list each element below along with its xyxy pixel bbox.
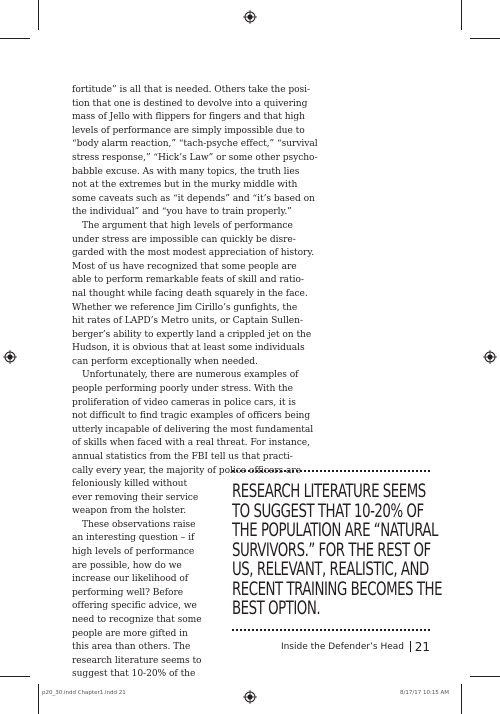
pull-quote-line: US, RELEVANT, REALISTIC, AND (232, 558, 429, 580)
body-line: weapon from the holster. (72, 506, 187, 517)
body-line: mass of Jello with flippers for fingers and that high (72, 112, 305, 123)
registration-mark-icon (483, 350, 497, 364)
narrow-text-column (72, 478, 224, 682)
crop-mark-bottom-left-h (0, 676, 30, 677)
body-line: garded with the most modest appreciation of history. (72, 248, 315, 259)
body-line: Most of us have recognized that some people are (72, 261, 297, 272)
body-line: are possible, how do we (72, 560, 182, 571)
pull-quote-line: RESEARCH LITERATURE SEEMS (232, 480, 426, 502)
body-line: of skills when faced with a real threat. For instance, (72, 438, 310, 449)
pull-quote-bottom-rule (232, 629, 430, 631)
body-line: under stress are impossible can quickly be disre- (72, 234, 296, 245)
body-line: ever removing their service (72, 492, 199, 503)
body-line: proliferation of video cameras in police cars, it is (72, 397, 296, 408)
body-line: need to recognize that some (72, 614, 202, 625)
crop-mark-bottom-left-v (38, 684, 39, 714)
body-text-column (72, 84, 328, 478)
registration-mark-icon (243, 690, 257, 704)
pull-quote-text (232, 480, 443, 619)
crop-mark-bottom-right-v (461, 684, 462, 714)
body-line: levels of performance are simply impossible due to (72, 125, 305, 136)
pull-quote-line: TO SUGGEST THAT 10-20% OF (232, 499, 424, 522)
crop-mark-top-left-h (0, 38, 30, 39)
body-line: Unfortunately, there are numerous examples of (82, 370, 299, 381)
body-line: suggest that 10-20% of the (72, 669, 196, 680)
footer-separator (410, 641, 411, 652)
body-line: research literature seems to (72, 655, 202, 666)
body-line: performing well? Before (72, 587, 184, 598)
pull-quote (232, 470, 443, 631)
body-line: not difficult to find tragic examples of officers being (72, 411, 311, 422)
body-line: “body alarm reaction,” “tach-psyche effect,” “survival (72, 139, 318, 150)
body-line: people are more gifted in (72, 628, 188, 639)
body-line: annual statistics from the FBI tell us that practi- (72, 452, 293, 463)
body-line: cally every year, the majority of police officers are (72, 465, 301, 476)
body-line: some caveats such as “it depends” and “it’s based on (72, 193, 315, 204)
page-footer (280, 640, 430, 654)
body-line: utterly incapable of delivering the most fundamental (72, 424, 314, 435)
body-line: offering specific advice, we (72, 601, 197, 612)
body-line: Hudson, it is obvious that at least some individuals (72, 343, 305, 354)
registration-mark-icon (3, 350, 17, 364)
body-line: people performing poorly under stress. With the (72, 384, 293, 395)
body-line: tion that one is destined to devolve into a quivering (72, 98, 308, 109)
body-line: an interesting question – if (72, 533, 195, 544)
pull-quote-line: RECENT TRAINING BECOMES THE (232, 577, 443, 600)
running-head: Inside the Defender’s Head (280, 642, 404, 652)
slug-right: 8/17/17 10:15 AM (400, 690, 450, 696)
body-line: not at the extremes but in the murky middle with (72, 180, 298, 191)
body-line: berger’s ability to expertly land a crippled jet on the (72, 329, 312, 340)
body-line: fortitude” is all that is needed. Others take the posi- (72, 85, 311, 95)
crop-mark-top-left-v (38, 0, 39, 30)
body-line: can perform exceptionally when needed. (72, 356, 258, 367)
pull-quote-top-rule (232, 470, 430, 472)
body-line: feloniously killed without (72, 479, 188, 489)
pull-quote-line: THE POPULATION ARE “NATURAL (232, 519, 439, 541)
body-line: this area than others. The (72, 642, 191, 653)
body-line: the individual” and “you have to train properly.” (72, 207, 292, 218)
page-number: 21 (414, 640, 430, 654)
pull-quote-line: SURVIVORS.” FOR THE REST OF (232, 538, 431, 561)
body-line: increase our likelihood of (72, 574, 189, 585)
crop-mark-top-right-v (461, 0, 462, 30)
crop-mark-bottom-right-h (470, 676, 500, 677)
body-line: The argument that high levels of performance (82, 220, 293, 231)
body-line: nal thought while facing death squarely in the face. (72, 288, 308, 299)
body-line: able to perform remarkable feats of skill and ratio- (72, 275, 304, 286)
body-line: stress response,” “Hick’s Law” or some other psycho- (72, 152, 318, 163)
body-line: babble excuse. As with many topics, the truth lies (72, 166, 300, 177)
body-line: high levels of performance (72, 546, 195, 557)
slug-left: p20_30.indd Chapter1.indd 21 (42, 690, 126, 696)
registration-mark-icon (243, 10, 257, 24)
body-line: These observations raise (82, 519, 196, 530)
pull-quote-line: BEST OPTION. (232, 597, 321, 619)
body-line: hit rates of LAPD’s Metro units, or Captain Sullen- (72, 316, 303, 327)
body-line: Whether we reference Jim Cirillo’s gunfights, the (72, 302, 298, 313)
crop-mark-top-right-h (470, 38, 500, 39)
